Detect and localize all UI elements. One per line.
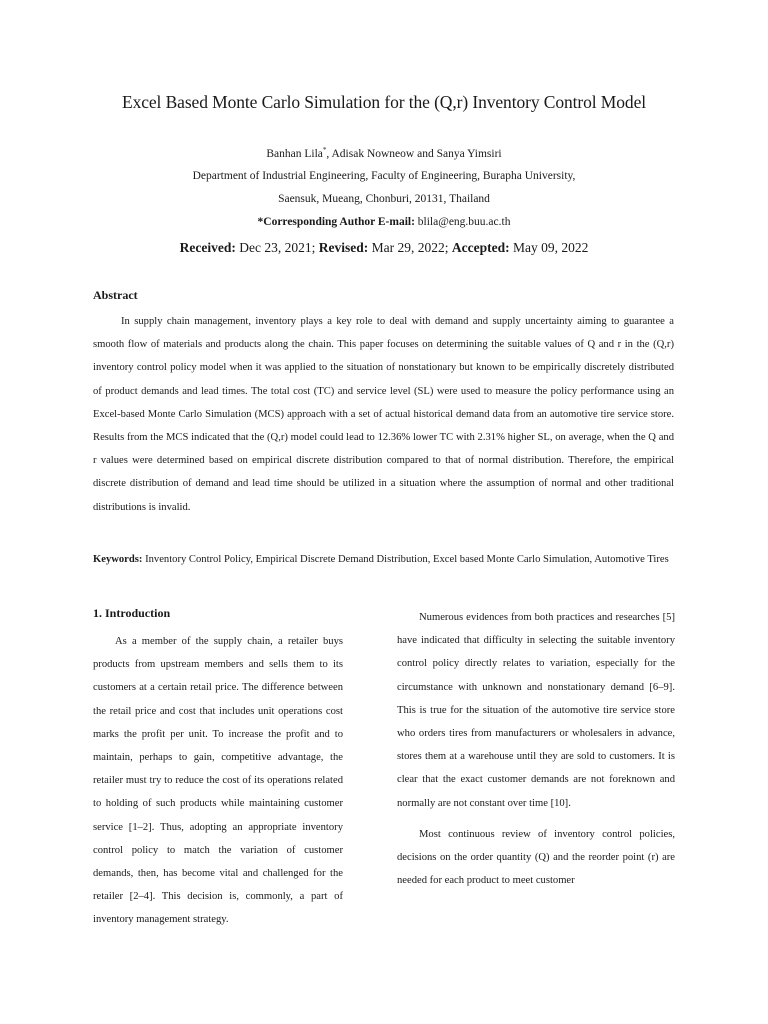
accepted-date: May 09, 2022 bbox=[509, 240, 589, 255]
revised-label: Revised: bbox=[318, 240, 369, 255]
author-list bbox=[0, 146, 768, 160]
left-column bbox=[93, 630, 343, 936]
keywords bbox=[93, 548, 674, 571]
received-date: Dec 23, 2021; bbox=[235, 240, 319, 255]
publication-dates bbox=[0, 240, 768, 256]
keywords-label: Keywords: bbox=[93, 554, 143, 565]
paper-title: Excel Based Monte Carlo Simulation for the (Q,r) Inventory Control Model bbox=[121, 92, 646, 112]
corresponding-label: *Corresponding Author E-mail: bbox=[257, 216, 415, 228]
keywords-text: Inventory Control Policy, Empirical Discrete Demand Distribution, Excel based Monte Carlo Simulation, Automotive Tires bbox=[142, 554, 669, 565]
intro-paragraph-2: Numerous evidences from both practices and researches [5] have indicated that difficulty in selecting the suitable inventory control policy directly relates to variation, especially for the circumstance with unknown and nonstationary demand [6–9]. This is true for the situation of the automotive tire service store who orders tires from manufacturers or wholesalers in advance, stores them at a warehouse until they are sold to customers. It is clear that the exact customer demands are not foreknown and normally are not constant over time [10]. bbox=[397, 612, 675, 809]
affiliation-line-2: Saensuk, Mueang, Chonburi, 20131, Thailand bbox=[278, 193, 490, 205]
accepted-label: Accepted: bbox=[451, 240, 510, 255]
corresponding-mark: * bbox=[322, 146, 327, 154]
corresponding-author bbox=[0, 216, 768, 228]
revised-date: Mar 29, 2022; bbox=[368, 240, 452, 255]
right-column bbox=[397, 606, 675, 896]
intro-paragraph-3: Most continuous review of inventory control policies, decisions on the order quantity (Q) and the reorder point (r) are needed for each product to meet customer bbox=[397, 828, 675, 887]
received-label: Received: bbox=[179, 240, 236, 255]
intro-paragraph-1: As a member of the supply chain, a retailer buys products from upstream members and sells them to its customers at a certain retail price. The difference between the retail price and cost that includes unit operations cost marks the profit per unit. To increase the profit and to maintain, perhaps to gain, competitive advantage, the retailer must try to reduce the cost of its operations related to holding of such products while maintaining customer service [1–2]. Thus, adopting an appropriate inventory control policy to match the variation of customer demands, then, has become vital and challenged for the retailer [2–4]. This decision is, commonly, a part of inventory management strategy. bbox=[93, 636, 343, 926]
abstract-text: In supply chain management, inventory plays a key role to deal with demand and supply uncertainty aiming to guarantee a smooth flow of materials and products along the chain. This paper focuses on determining the suitable values of Q and r in the (Q,r) inventory control policy model when it was applied to the situation of nonstationary but known to be empirically discretely distributed of product demands and lead times. The total cost (TC) and service level (SL) were used to measure the policy performance using an Excel-based Monte Carlo Simulation (MCS) approach with a set of actual historical demand data from an automotive tire service store. Results from the MCS indicated that the (Q,r) model could lead to 12.36% lower TC with 2.31% higher SL, on average, when the Q and r values were determined based on empirical discrete distribution compared to that of normal distribution. Therefore, the empirical discrete distribution of demand and lead time should be utilized in a situation where the assumption of normal and other traditional distributions is invalid. bbox=[93, 316, 674, 513]
abstract-heading: Abstract bbox=[93, 288, 138, 302]
section-heading-introduction: 1. Introduction bbox=[93, 606, 171, 620]
corresponding-email: blila@eng.buu.ac.th bbox=[414, 216, 511, 228]
first-author: Banhan Lila bbox=[266, 147, 323, 160]
affiliation-line-1: Department of Industrial Engineering, Faculty of Engineering, Burapha University, bbox=[192, 170, 576, 182]
other-authors: , Adisak Nowneow and Sanya Yimsiri bbox=[326, 147, 502, 160]
